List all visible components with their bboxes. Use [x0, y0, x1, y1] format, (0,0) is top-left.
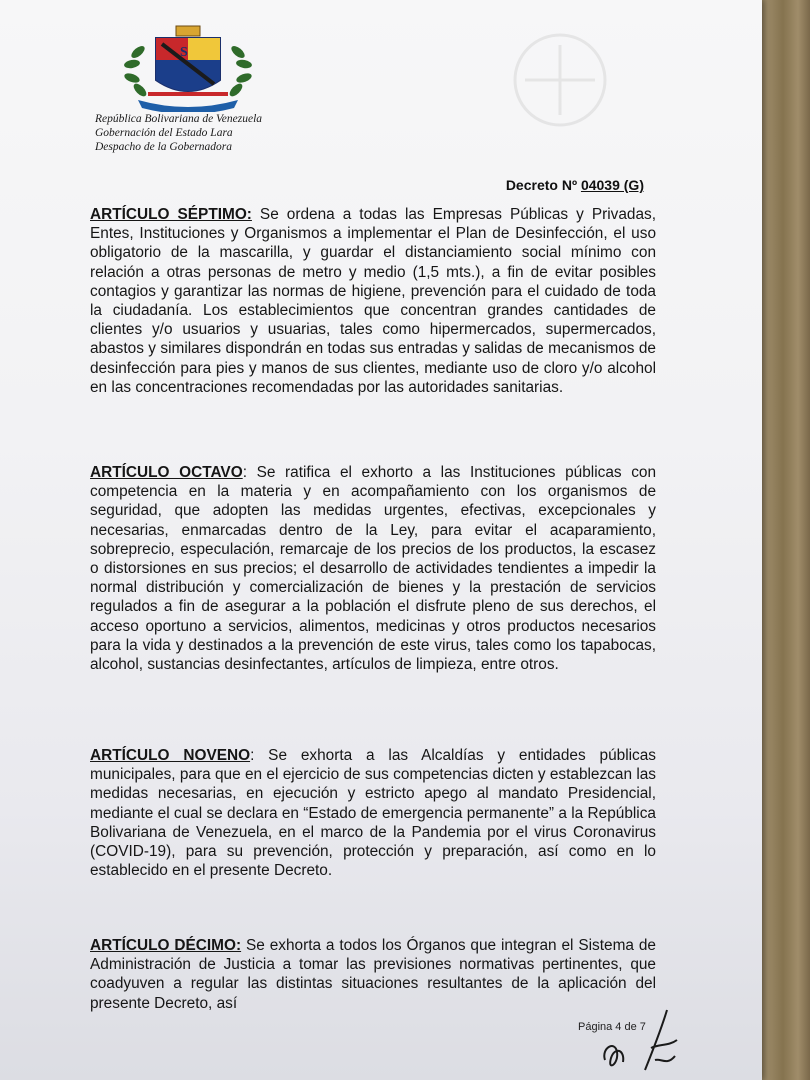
- decree-number: [506, 177, 644, 193]
- show-through-seal: [485, 25, 635, 145]
- article-ninth: [90, 746, 656, 880]
- letterhead: [95, 112, 262, 154]
- article-text: Se exhorta a todos los Órganos que integran el Sistema de Administración de Justicia a tomar las previsiones normativas pertinentes, que coadyuven a regular las distintas situaciones resultantes de la aplicación del presente Decreto, así: [90, 937, 656, 1012]
- svg-text:S: S: [180, 45, 188, 60]
- article-title: ARTÍCULO DÉCIMO:: [90, 937, 242, 954]
- article-text: : Se exhorta a las Alcaldías y entidades públicas municipales, para que en el ejercicio de sus competencias dicten y establezcan las medidas necesarias, en ejecución y estricto apego al mandato Presidencial, mediante el cual se declara en “Estado de emergencia permanente” a la República Bolivariana de Venezuela, en el marco de la Pandemia por el virus Coronavirus (COVID-19), para su prevención, protección y preparación, así como en lo establecido en el presente Decreto.: [90, 747, 656, 880]
- article-eighth: [90, 463, 656, 674]
- decree-label: Decreto Nº: [505, 177, 578, 193]
- article-tenth: [90, 936, 656, 1013]
- article-title: ARTÍCULO SÉPTIMO:: [90, 206, 252, 223]
- letterhead-line-country: República Bolivariana de Venezuela: [95, 113, 263, 125]
- letterhead-line-government: Gobernación del Estado Lara: [95, 127, 233, 139]
- article-title: ARTÍCULO NOVENO: [90, 747, 251, 764]
- letterhead-line-office: Despacho de la Gobernadora: [95, 141, 233, 153]
- article-text: : Se ratifica el exhorto a las Instituciones públicas con competencia en la materia y en acompañamiento con los organismos de seguridad, que adopten las medidas urgentes, efectivas, excepcionales y necesarias, enmarcadas dentro de la Ley, para evitar el acaparamiento, sobreprecio, especulación, remarcaje de los precios de los productos, la escasez o distorsiones en sus precios; el desarrollo de actividades tendientes a impedir la normal distribución y comercialización de bienes y la prestación de servicios regulados a fin de asegurar a la población el disfrute pleno de sus derechos, el acceso oportuno a servicios, alimentos, medicinas y otros productos necesarios para la vida y destinados a la prevención de este virus, tales como los tapabocas, alcohol, sustancias desinfectantes, artículos de limpieza, entre otros.: [90, 464, 657, 674]
- decree-number-value: 04039 (G): [580, 177, 644, 193]
- article-text: Se ordena a todas las Empresas Públicas y Privadas, Entes, Instituciones y Organismos a implementar el Plan de Desinfección, el uso obligatorio de la mascarilla, y guardar el distanciamiento social mínimo con relación a otras personas de metro y medio (1,5 mts.), a fin de evitar posibles contagios y garantizar las normas de higiene, prevención para el cuidado de toda la ciudadanía. Los establecimientos que concentran grandes cantidades de clientes y/o usuarios y usuarias, tales como hipermercados, supermercados, abastos y similares dispondrán en todas sus entradas y salidas de mecanismos de desinfección para pies y manos de sus clientes, mediante uso de cloro y/o alcohol en las concentraciones recomendadas por las autoridades sanitarias.: [90, 206, 656, 396]
- page-number: Página 4 de 7: [578, 1021, 646, 1033]
- handwritten-signature: [595, 1000, 685, 1075]
- coat-of-arms-logo: [118, 22, 258, 112]
- article-seventh: [90, 205, 656, 397]
- article-title: ARTÍCULO OCTAVO: [90, 464, 243, 481]
